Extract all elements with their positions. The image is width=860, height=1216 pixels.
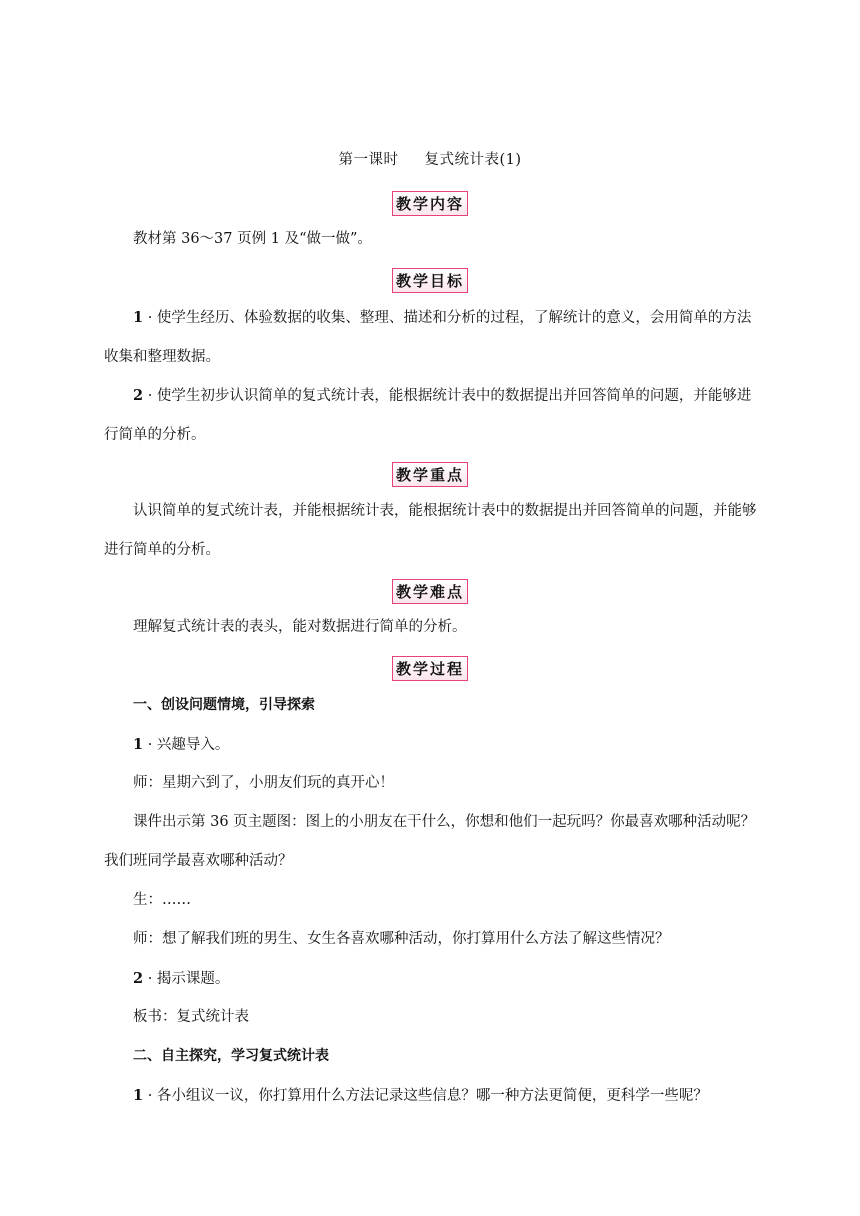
difficulty-text: 理解复式统计表的表头，能对数据进行简单的分析。 (133, 619, 467, 635)
student-line: 生：…… (133, 892, 191, 908)
key-text: 认识简单的复式统计表，并能根据统计表，能根据统计表中的数据提出并回答简单的问题，并能够进行简单的分析。 (104, 503, 757, 558)
section-label-content: 教学内容 (0, 191, 860, 216)
lesson-topic: 复式统计表(1) (424, 152, 522, 168)
teacher-line-1: 师：星期六到了，小朋友们玩的真开心！ (133, 775, 394, 791)
goal-1: 1 · 使学生经历、体验数据的收集、整理、描述和分析的过程，了解统计的意义，会用简单的方法收集和整理数据。 (104, 309, 752, 365)
section-label-difficulty: 教学难点 (0, 579, 860, 604)
courseware-text: 课件出示第 36 页主题图：图上的小朋友在干什么，你想和他们一起玩吗？你最喜欢哪种活动呢？我们班同学最喜欢哪种活动？ (104, 814, 756, 869)
process-step-1: 1 · 兴趣导入。 (133, 736, 230, 753)
part2-heading: 二、自主探究，学习复式统计表 (133, 1048, 329, 1064)
section-label-key: 教学重点 (0, 462, 860, 487)
goal-2: 2 · 使学生初步认识简单的复式统计表，能根据统计表中的数据提出并回答简单的问题，并能够进行简单的分析。 (104, 387, 752, 443)
part1-heading: 一、创设问题情境，引导探索 (133, 697, 315, 713)
lesson-number: 第一课时 (338, 152, 399, 168)
process-step-3: 1 · 各小组议一议，你打算用什么方法记录这些信息？哪一种方法更简便，更科学一些呢？ (133, 1087, 708, 1104)
section-label-process: 教学过程 (0, 656, 860, 681)
content-text: 教材第 36～37 页例 1 及“做一做”。 (133, 231, 372, 247)
teacher-line-2: 师：想了解我们班的男生、女生各喜欢哪种活动，你打算用什么方法了解这些情况？ (133, 931, 670, 947)
process-step-2: 2 · 揭示课题。 (133, 970, 230, 987)
lesson-title (0, 148, 860, 169)
board-text: 板书：复式统计表 (133, 1009, 249, 1025)
section-label-goals: 教学目标 (0, 268, 860, 293)
